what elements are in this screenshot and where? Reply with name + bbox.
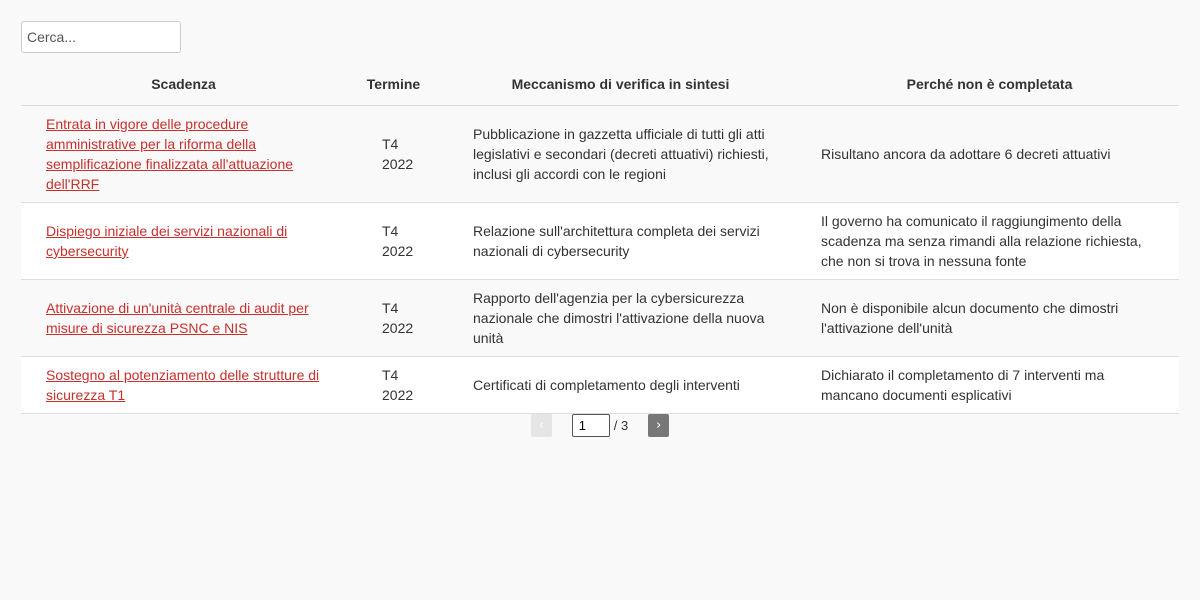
cell-termine <box>346 280 441 357</box>
cell-scadenza <box>21 106 346 203</box>
table-header-row <box>21 62 1179 106</box>
column-header-meccanismo[interactable]: Meccanismo di verifica in sintesi <box>441 62 800 106</box>
scadenza-link[interactable]: Sostegno al potenziamento delle strutture di sicurezza T1 <box>46 367 320 403</box>
table-widget <box>21 21 1179 433</box>
column-header-scadenza[interactable]: Scadenza <box>21 62 346 106</box>
cell-scadenza <box>21 203 346 280</box>
cell-termine <box>346 106 441 203</box>
deadlines-table <box>21 62 1179 414</box>
page-number-input[interactable] <box>572 414 610 437</box>
cell-meccanismo: Relazione sull'architettura completa dei servizi nazionali di cybersecurity <box>441 203 800 280</box>
table-row <box>21 106 1179 203</box>
termine-year: 2022 <box>382 320 414 336</box>
termine-year: 2022 <box>382 156 414 172</box>
table-row <box>21 280 1179 357</box>
column-header-perche[interactable]: Perché non è completata <box>800 62 1179 106</box>
cell-termine <box>346 357 441 414</box>
cell-meccanismo: Certificati di completamento degli interventi <box>441 357 800 414</box>
page-total: / 3 <box>613 417 629 433</box>
cell-termine <box>346 203 441 280</box>
cell-meccanismo: Rapporto dell'agenzia per la cybersicurezza nazionale che dimostri l'attivazione della nuova unità <box>441 280 800 357</box>
termine-quarter: T4 <box>382 223 399 239</box>
termine-year: 2022 <box>382 387 414 403</box>
column-header-termine[interactable]: Termine <box>346 62 441 106</box>
prev-page-button[interactable]: ‹ <box>531 414 552 437</box>
pagination <box>21 413 1179 437</box>
cell-meccanismo: Pubblicazione in gazzetta ufficiale di tutti gli atti legislativi e secondari (decreti attuativi) richiesti, inclusi gli accordi con le regioni <box>441 106 800 203</box>
scadenza-link[interactable]: Entrata in vigore delle procedure amministrative per la riforma della semplificazione finalizzata all'attuazione dell'RRF <box>46 116 294 192</box>
termine-quarter: T4 <box>382 136 399 152</box>
next-page-button[interactable]: › <box>648 414 669 437</box>
cell-scadenza <box>21 280 346 357</box>
termine-quarter: T4 <box>382 367 399 383</box>
cell-perche: Non è disponibile alcun documento che dimostri l'attivazione dell'unità <box>800 280 1179 357</box>
termine-quarter: T4 <box>382 300 399 316</box>
cell-perche: Risultano ancora da adottare 6 decreti attuativi <box>800 106 1179 203</box>
table-row <box>21 203 1179 280</box>
termine-year: 2022 <box>382 243 414 259</box>
scadenza-link[interactable]: Dispiego iniziale dei servizi nazionali di cybersecurity <box>46 223 288 259</box>
table-row <box>21 357 1179 414</box>
cell-perche: Dichiarato il completamento di 7 interventi ma mancano documenti esplicativi <box>800 357 1179 414</box>
search-input[interactable] <box>21 21 181 53</box>
cell-scadenza <box>21 357 346 414</box>
scadenza-link[interactable]: Attivazione di un'unità centrale di audit per misure di sicurezza PSNC e NIS <box>46 300 309 336</box>
cell-perche: Il governo ha comunicato il raggiungimento della scadenza ma senza rimandi alla relazione richiesta, che non si trova in nessuna fonte <box>800 203 1179 280</box>
